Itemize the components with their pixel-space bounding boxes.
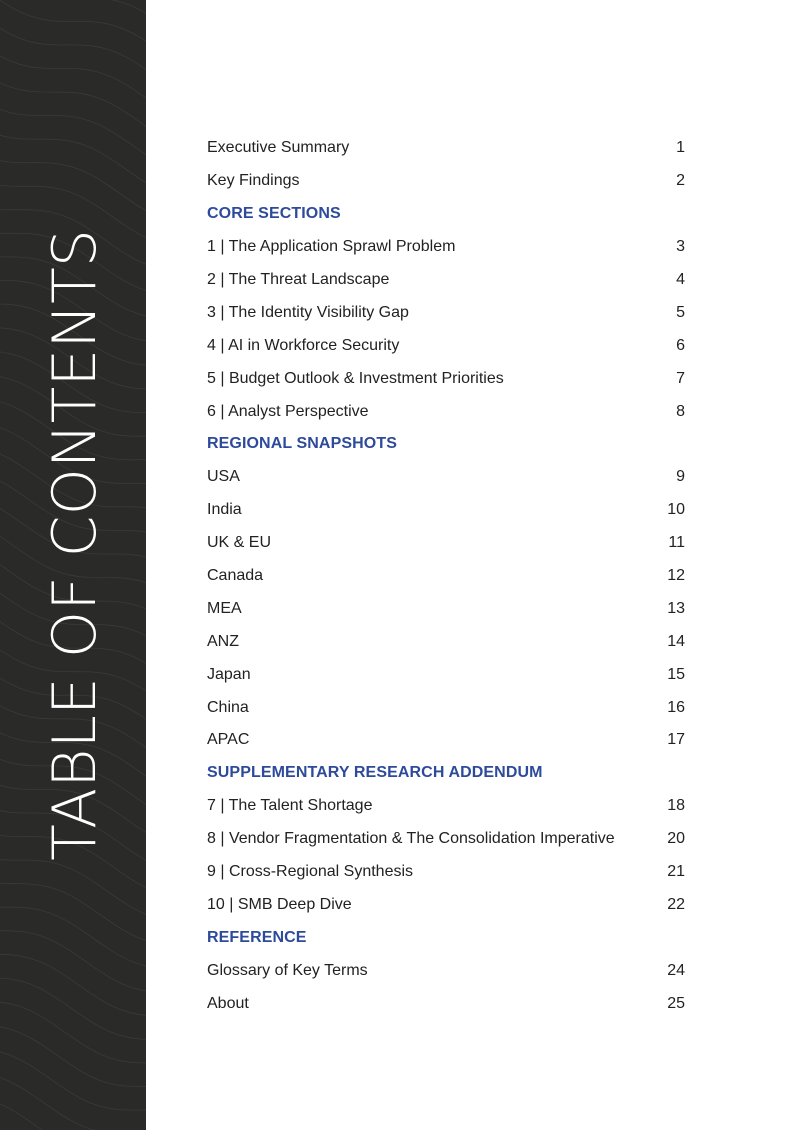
sidebar-panel xyxy=(0,0,146,1130)
toc-entry-page-number: 1 xyxy=(676,139,685,157)
toc-entry[interactable] xyxy=(207,954,685,987)
toc-entry-label: 8 | Vendor Fragmentation & The Consolidation Imperative xyxy=(207,830,615,848)
toc-section-heading: REGIONAL SNAPSHOTS xyxy=(207,435,397,453)
toc-entry-label: About xyxy=(207,994,249,1012)
toc-entry[interactable] xyxy=(207,395,685,428)
toc-entry[interactable] xyxy=(207,527,685,560)
sidebar-title: TABLE OF CONTENTS xyxy=(40,229,110,861)
toc-entry[interactable] xyxy=(207,724,685,757)
toc-section-heading: SUPPLEMENTARY RESEARCH ADDENDUM xyxy=(207,764,543,782)
toc-entry-page-number: 13 xyxy=(667,599,685,617)
toc-entry-label: Canada xyxy=(207,567,264,585)
toc-entry-label: India xyxy=(207,501,242,519)
toc-entry-label: USA xyxy=(207,468,240,486)
toc-entry[interactable] xyxy=(207,461,685,494)
toc-entry-label: Key Findings xyxy=(207,172,300,190)
toc-entry[interactable] xyxy=(207,362,685,395)
toc-entry-label: 5 | Budget Outlook & Investment Priorities xyxy=(207,369,504,387)
toc-entry[interactable] xyxy=(207,494,685,527)
toc-entry-label: China xyxy=(207,698,249,716)
toc-entry[interactable] xyxy=(207,560,685,593)
toc-entry[interactable] xyxy=(207,987,685,1020)
toc-entry-page-number: 17 xyxy=(667,731,685,749)
toc-entry[interactable] xyxy=(207,790,685,823)
toc-entry-page-number: 21 xyxy=(667,863,685,881)
toc-entry-page-number: 12 xyxy=(667,567,685,585)
toc-entry-label: 10 | SMB Deep Dive xyxy=(207,895,352,913)
toc-entry-page-number: 15 xyxy=(667,665,685,683)
toc-entry[interactable] xyxy=(207,856,685,889)
toc-entry-label: 1 | The Application Sprawl Problem xyxy=(207,238,456,256)
toc-entry-page-number: 11 xyxy=(668,534,685,552)
toc-entry[interactable] xyxy=(207,625,685,658)
toc-entry-page-number: 22 xyxy=(667,895,685,913)
toc-entry-page-number: 18 xyxy=(667,797,685,815)
toc-entry-page-number: 24 xyxy=(667,961,685,979)
table-of-contents xyxy=(207,132,685,1020)
toc-entry-label: 7 | The Talent Shortage xyxy=(207,797,373,815)
toc-entry-page-number: 8 xyxy=(676,402,685,420)
toc-entry-label: 4 | AI in Workforce Security xyxy=(207,336,400,354)
toc-entry-page-number: 4 xyxy=(676,271,685,288)
toc-entry-label: 3 | The Identity Visibility Gap xyxy=(207,303,409,321)
toc-entry[interactable] xyxy=(207,264,685,297)
toc-entry[interactable] xyxy=(207,658,685,691)
toc-entry-page-number: 5 xyxy=(676,303,685,321)
toc-entry-page-number: 16 xyxy=(667,698,685,716)
toc-entry-label: APAC xyxy=(207,731,250,749)
toc-entry[interactable] xyxy=(207,132,685,165)
toc-entry-label: Japan xyxy=(207,665,251,683)
toc-entry-page-number: 2 xyxy=(676,172,685,190)
toc-entry-page-number: 20 xyxy=(667,830,685,848)
toc-entry[interactable] xyxy=(207,165,685,198)
toc-section-heading: REFERENCE xyxy=(207,928,307,946)
toc-entry-label: UK & EU xyxy=(207,534,272,552)
toc-entry[interactable] xyxy=(207,329,685,362)
toc-entry-label: 2 | The Threat Landscape xyxy=(207,271,390,288)
toc-entry-label: MEA xyxy=(207,599,242,617)
toc-entry-label: Executive Summary xyxy=(207,139,350,157)
toc-section-heading: CORE SECTIONS xyxy=(207,205,341,223)
toc-entry-page-number: 14 xyxy=(667,632,685,650)
toc-entry-page-number: 9 xyxy=(676,468,685,486)
toc-entry-label: 9 | Cross-Regional Synthesis xyxy=(207,863,414,881)
toc-entry-page-number: 25 xyxy=(667,994,685,1012)
toc-entry-label: Glossary of Key Terms xyxy=(207,961,368,979)
toc-entry-label: ANZ xyxy=(207,632,239,650)
toc-entry-page-number: 10 xyxy=(667,501,685,519)
toc-entry-page-number: 7 xyxy=(676,369,685,387)
toc-entry[interactable] xyxy=(207,296,685,329)
toc-entry-label: 6 | Analyst Perspective xyxy=(207,402,369,420)
toc-entry[interactable] xyxy=(207,231,685,264)
toc-entry[interactable] xyxy=(207,691,685,724)
toc-entry-page-number: 6 xyxy=(676,336,685,354)
toc-entry[interactable] xyxy=(207,888,685,921)
toc-entry[interactable] xyxy=(207,823,685,856)
toc-entry[interactable] xyxy=(207,592,685,625)
toc-entry-page-number: 3 xyxy=(676,238,685,256)
